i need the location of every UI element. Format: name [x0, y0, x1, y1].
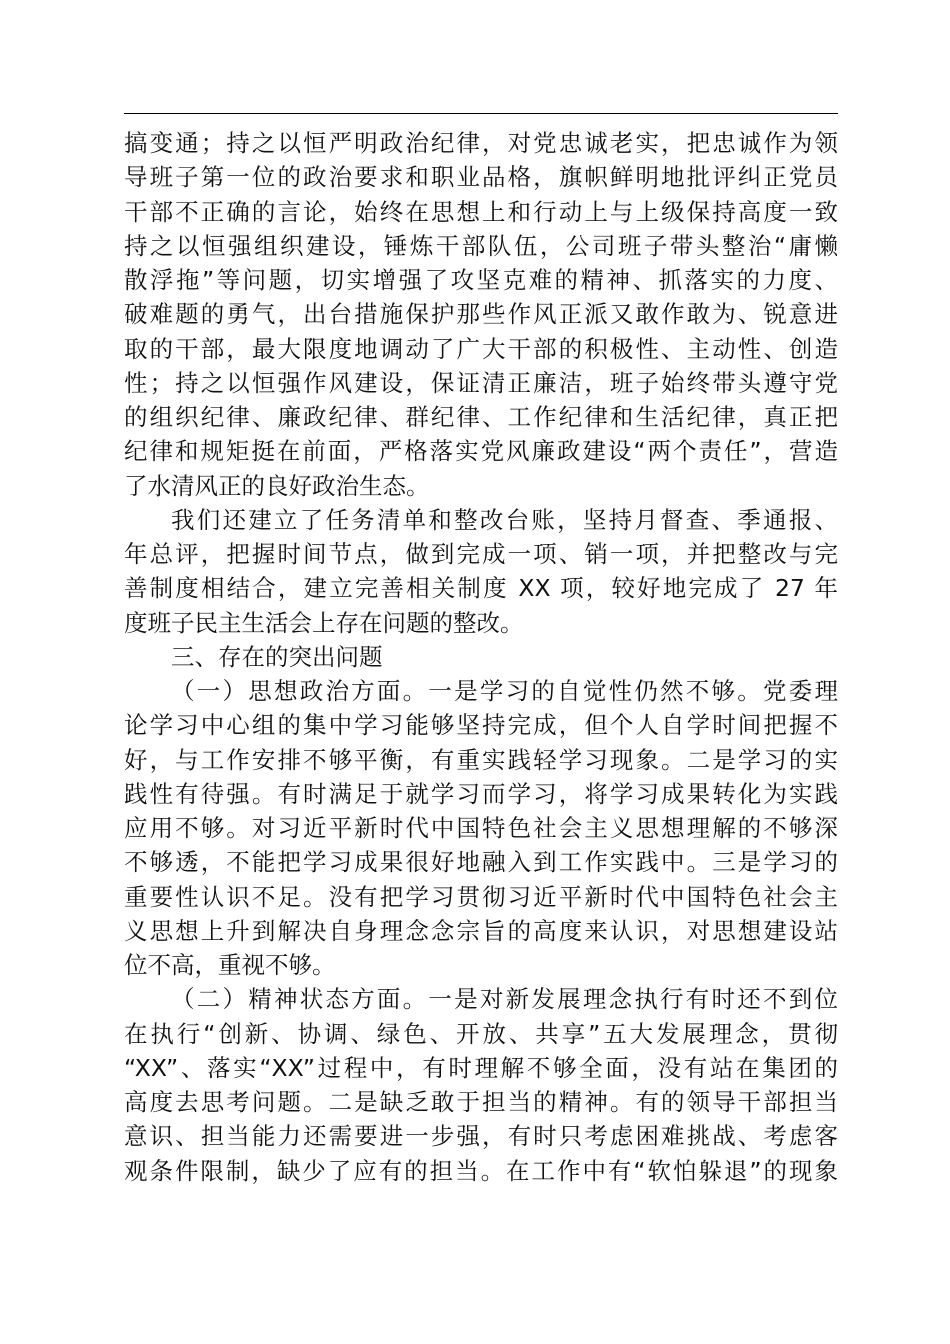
text-line: 度班子民主生活会上存在问题的整改。 [124, 608, 524, 637]
document-body [124, 126, 838, 1188]
text-line: 高度去思考问题。二是缺乏敢于担当的精神。有的领导干部担当 [124, 1088, 838, 1116]
text-line: 好，与工作安排不够平衡，有重实践轻学习现象。二是学习的实 [124, 745, 838, 774]
text-line: 年总评，把握时间节点，做到完成一项、销一项，并把整改与完 [124, 540, 838, 568]
text-line: 的组织纪律、廉政纪律、群纪律、工作纪律和生活纪律，真正把 [124, 403, 838, 431]
text-line: 搞变通；持之以恒严明政治纪律，对党忠诚老实，把忠诚作为领 [124, 129, 838, 157]
text-line: 重要性认识不足。没有把学习贯彻习近平新时代中国特色社会主 [124, 882, 838, 911]
text-line: “XX”、落实“XX”过程中，有时理解不够全面，没有站在集团的 [124, 1053, 838, 1082]
text-line: 性；持之以恒强作风建设，保证清正廉洁，班子始终带头遵守党 [124, 368, 838, 397]
header-rule [124, 113, 838, 114]
text-line: 了水清风正的良好政治生态。 [124, 471, 430, 500]
text-line: 破难题的勇气，出台措施保护那些作风正派又敢作敢为、锐意进 [124, 300, 838, 329]
section-heading: 三、存在的突出问题 [171, 642, 383, 671]
text-line: 应用不够。对习近平新时代中国特色社会主义思想理解的不够深 [124, 814, 838, 842]
text-line: 取的干部，最大限度地调动了广大干部的积极性、主动性、创造 [124, 334, 838, 363]
text-line: 位不高，重视不够。 [124, 951, 336, 979]
text-line: 干部不正确的言论，始终在思想上和行动上与上级保持高度一致 [124, 197, 838, 226]
text-line: 意识、担当能力还需要进一步强，有时只考虑困难挑战、考虑客 [124, 1122, 838, 1151]
paragraph-start-line: （二）精神状态方面。一是对新发展理念执行有时还不到位 [171, 985, 838, 1014]
paragraph-start-line: （一）思想政治方面。一是学习的自觉性仍然不够。党委理 [171, 677, 838, 705]
text-line: 纪律和规矩挺在前面，严格落实党风廉政建设“两个责任”，营造 [124, 437, 838, 466]
text-line: 在执行“创新、协调、绿色、开放、共享”五大发展理念，贯彻 [124, 1019, 838, 1048]
text-line: 导班子第一位的政治要求和职业品格，旗帜鲜明地批评纠正党员 [124, 163, 838, 192]
paragraph-start-line: 我们还建立了任务清单和整改台账，坚持月督查、季通报、 [171, 505, 838, 534]
text-line: 善制度相结合，建立完善相关制度 XX 项，较好地完成了 27 年 [124, 574, 838, 603]
text-line: 持之以恒强组织建设，锤炼干部队伍，公司班子带头整治“庸懒 [124, 231, 838, 260]
text-line: 观条件限制，缺少了应有的担当。在工作中有“软怕躲退”的现象 [124, 1156, 838, 1185]
text-line: 践性有待强。有时满足于就学习而学习，将学习成果转化为实践 [124, 779, 838, 808]
text-line: 不够透，不能把学习成果很好地融入到工作实践中。三是学习的 [124, 848, 838, 877]
text-line: 散浮拖”等问题，切实增强了攻坚克难的精神、抓落实的力度、 [124, 266, 838, 294]
text-line: 论学习中心组的集中学习能够坚持完成，但个人自学时间把握不 [124, 711, 838, 740]
text-line: 义思想上升到解决自身理念念宗旨的高度来认识，对思想建设站 [124, 916, 838, 945]
